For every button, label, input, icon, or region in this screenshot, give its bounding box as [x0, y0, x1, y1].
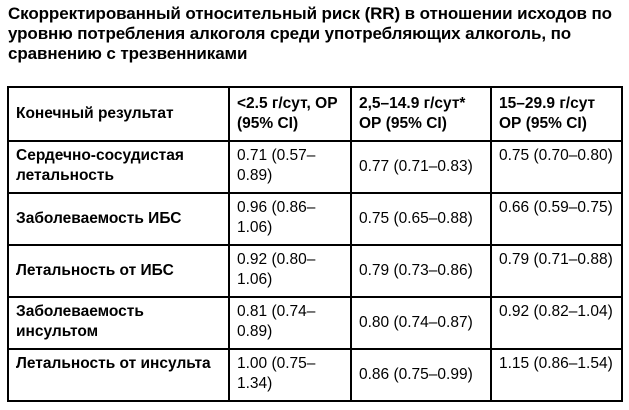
row-label: Летальность от ИБС [8, 245, 229, 297]
page-title: Скорректированный относительный риск (RR) в отношении исходов по уровню потребления алкоголя среди употребляющих алкоголь, по сравнению с трезвенниками [8, 4, 612, 63]
table-cell: 0.71 (0.57–0.89) [229, 141, 351, 193]
table-row [8, 193, 622, 245]
table-cell: 0.79 (0.71–0.88) [491, 245, 622, 297]
risk-table [7, 86, 623, 402]
table-cell: 0.81 (0.74–0.89) [229, 297, 351, 349]
row-label: Заболеваемость инсультом [8, 297, 229, 349]
table-cell: 0.66 (0.59–0.75) [491, 193, 622, 245]
table-cell: 0.79 (0.73–0.86) [351, 245, 491, 297]
table-row [8, 141, 622, 193]
table-row [8, 245, 622, 297]
table-cell: 0.92 (0.80–1.06) [229, 245, 351, 297]
table-cell: 0.77 (0.71–0.83) [351, 141, 491, 193]
table-header-row [8, 87, 622, 141]
header-outcome: Конечный результат [8, 87, 229, 141]
table-cell: 0.75 (0.70–0.80) [491, 141, 622, 193]
table-cell: 0.80 (0.74–0.87) [351, 297, 491, 349]
header-dose-high: 15–29.9 г/сут ОР (95% CI) [491, 87, 622, 141]
table-cell: 0.86 (0.75–0.99) [351, 349, 491, 401]
table-row [8, 349, 622, 401]
table-cell: 0.75 (0.65–0.88) [351, 193, 491, 245]
table-cell: 1.15 (0.86–1.54) [491, 349, 622, 401]
row-label: Заболеваемость ИБС [8, 193, 229, 245]
table-cell: 0.92 (0.82–1.04) [491, 297, 622, 349]
table-row [8, 297, 622, 349]
header-dose-mid: 2,5–14.9 г/сут* ОР (95% CI) [351, 87, 491, 141]
table-cell: 1.00 (0.75–1.34) [229, 349, 351, 401]
row-label: Летальность от инсульта [8, 349, 229, 401]
row-label: Сердечно-сосудистая летальность [8, 141, 229, 193]
header-dose-low: <2.5 г/сут, ОР (95% CI) [229, 87, 351, 141]
table-cell: 0.96 (0.86–1.06) [229, 193, 351, 245]
